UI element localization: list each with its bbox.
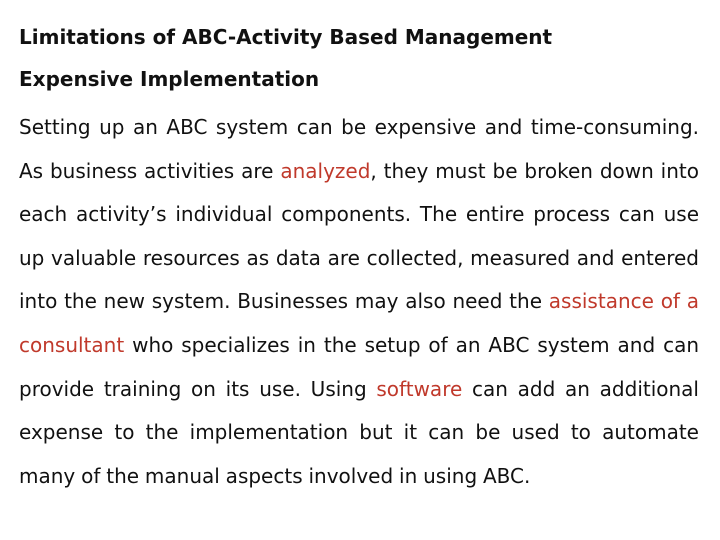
body-text-1: Setting up an ABC system can be expensive and time-consuming. As business activities are [19,115,699,183]
consultant-link[interactable]: assistance of a consultant [19,289,699,357]
body-text-3: who specializes in the setup of an ABC system and can provide training on its use. Using [19,332,699,401]
section-heading: Expensive Implementation [19,67,320,91]
body-text-2: , they must be broken down into each activity’s individual components. The entire process can use up valuable resources as data are collected, measured and entered into the new system. Businesses may also need the [19,158,699,314]
body-text-4: can add an additional expense to the implementation but it can be used to automate many of the manual aspects involved in using ABC. [19,376,699,488]
analyzed-link[interactable]: analyzed [280,158,371,183]
software-link[interactable]: software [376,376,463,401]
slide-title: Limitations of ABC-Activity Based Management [19,25,553,49]
body-paragraph [19,106,699,498]
